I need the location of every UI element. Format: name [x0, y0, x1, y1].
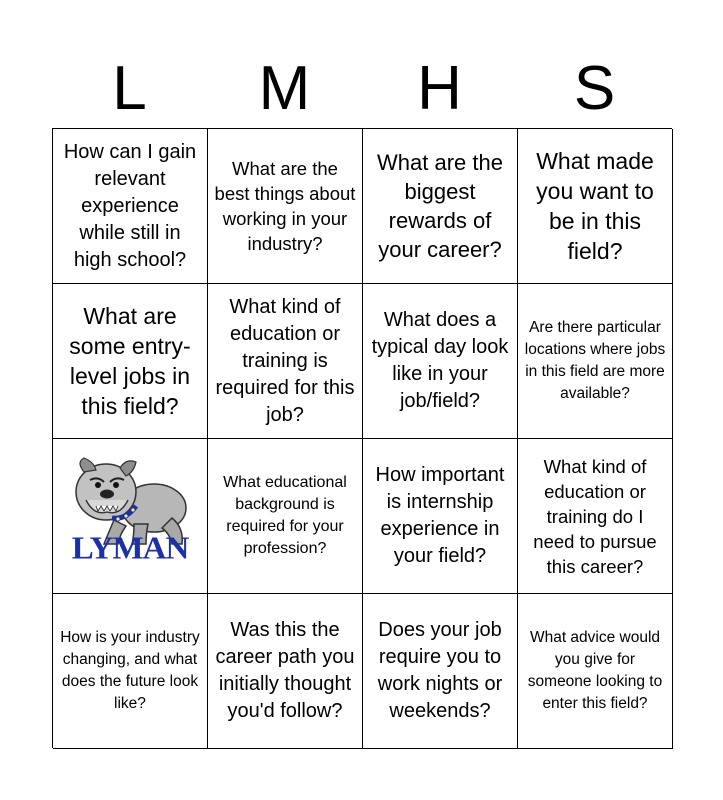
cell-text: How is your industry changing, and what does the future look like? [60, 629, 200, 712]
bingo-cell[interactable] [518, 284, 673, 439]
bingo-cell[interactable] [518, 129, 673, 284]
cell-text: What advice would you give for someone looking to enter this field? [527, 629, 663, 712]
bingo-cell[interactable] [208, 284, 363, 439]
cell-text: What are the best things about working in your industry? [214, 158, 356, 254]
bingo-cell[interactable] [53, 284, 208, 439]
bingo-cell[interactable] [363, 129, 518, 284]
cell-text: Does your job require you to work nights or weekends? [377, 619, 503, 722]
bingo-cell[interactable] [518, 439, 673, 594]
cell-text: What made you want to be in this field? [536, 148, 654, 264]
bingo-header [52, 52, 672, 126]
cell-text: Are there particular locations where jobs in this field are more available? [524, 319, 666, 402]
cell-text: Was this the career path you initially thought you'd follow? [215, 619, 355, 722]
cell-text: What kind of education or training is required for this job? [215, 295, 355, 426]
bingo-grid [52, 128, 672, 748]
bingo-cell[interactable] [363, 439, 518, 594]
lyman-logo [54, 440, 206, 592]
cell-text: How can I gain relevant experience while still in high school? [63, 140, 197, 271]
cell-text: What are some entry-level jobs in this field? [69, 303, 191, 419]
bingo-cell[interactable] [53, 594, 208, 749]
header-letter-h: H [417, 54, 462, 123]
cell-text: What are the biggest rewards of your career? [377, 150, 503, 262]
bingo-cell[interactable] [208, 439, 363, 594]
logo-wordmark: LYMAN [71, 531, 189, 567]
cell-text: What kind of education or training do I need to pursue this career? [533, 455, 657, 577]
bingo-cell[interactable] [208, 129, 363, 284]
header-letter-s: S [573, 54, 616, 123]
header-letter-m: M [258, 54, 311, 123]
cell-text: What educational background is required for your profession? [223, 474, 347, 557]
cell-text: How important is internship experience in your field? [375, 464, 505, 567]
cell-text: What does a typical day look like in your job/field? [371, 309, 509, 412]
bingo-cell[interactable] [363, 594, 518, 749]
bingo-cell[interactable] [363, 284, 518, 439]
free-space-logo-cell[interactable] [53, 439, 208, 594]
bingo-cell[interactable] [53, 129, 208, 284]
header-letter-l: L [112, 54, 147, 123]
bingo-cell[interactable] [518, 594, 673, 749]
bingo-cell[interactable] [208, 594, 363, 749]
bulldog-mascot-icon [54, 440, 206, 592]
